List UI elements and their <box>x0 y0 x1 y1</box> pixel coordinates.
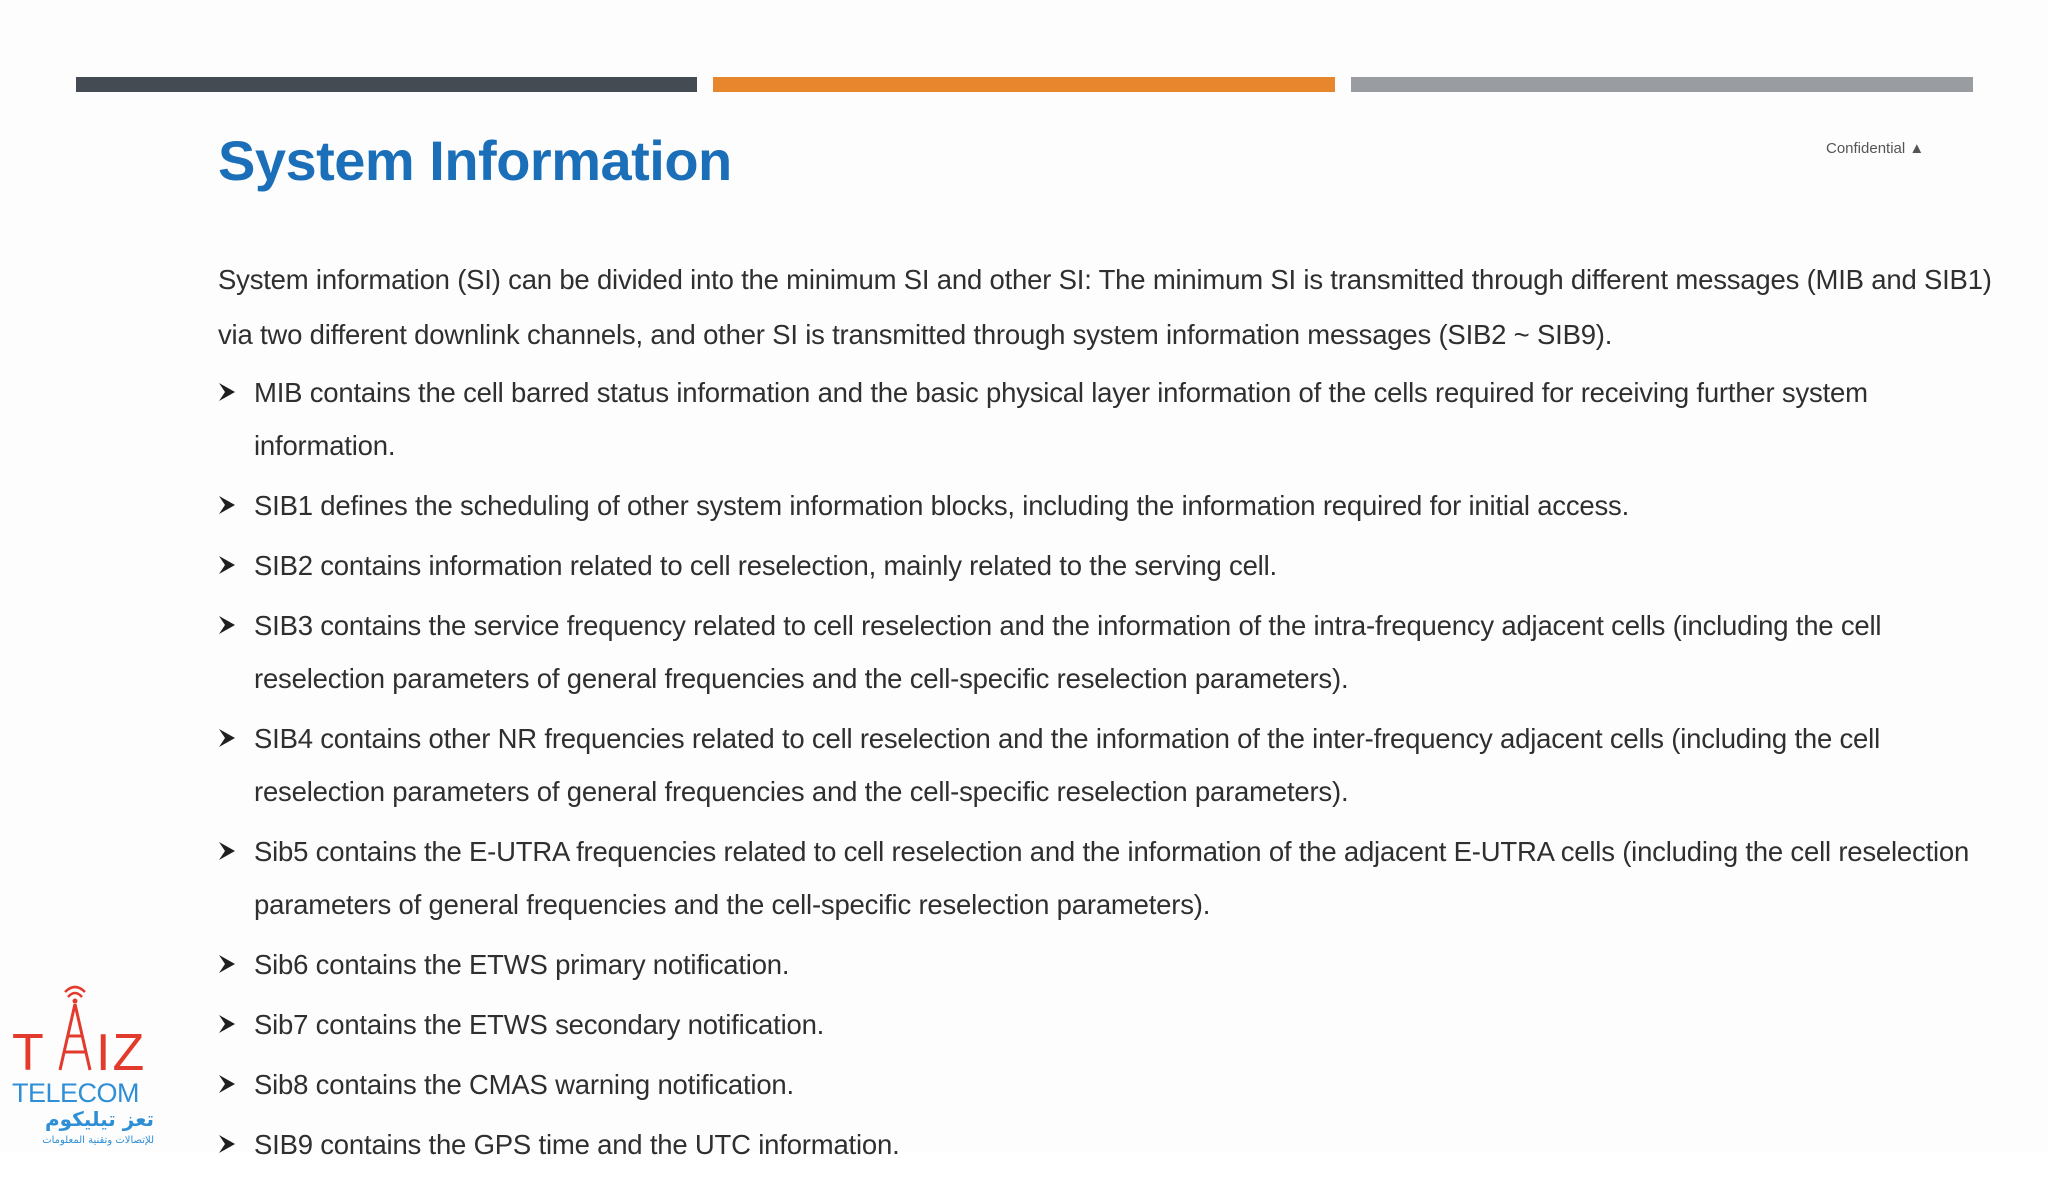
bullet-item <box>218 539 1998 592</box>
svg-text:للإتصالات وتقنية المعلومات: للإتصالات وتقنية المعلومات <box>42 1135 154 1146</box>
bullet-text: SIB2 contains information related to cell reselection, mainly related to the serving cell. <box>254 550 1277 581</box>
bullet-text: Sib6 contains the ETWS primary notification. <box>254 949 790 980</box>
bullet-item <box>218 1118 1998 1171</box>
arrow-bullet-icon <box>218 539 240 592</box>
bullet-item <box>218 1058 1998 1111</box>
bullet-text: SIB3 contains the service frequency related to cell reselection and the information of the intra-frequency adjacent cells (including the cell reselection parameters of general frequencies and the cell-specific reselection parameters). <box>254 610 1882 694</box>
bullet-text: SIB9 contains the GPS time and the UTC information. <box>254 1129 900 1160</box>
arrow-bullet-icon <box>218 712 240 765</box>
taiz-telecom-logo <box>8 980 158 1150</box>
arrow-bullet-icon <box>218 825 240 878</box>
bullet-item <box>218 479 1998 532</box>
confidential-label: Confidential ▲ <box>1826 140 1925 157</box>
svg-text:IZ: IZ <box>96 1024 147 1082</box>
arrow-bullet-icon <box>218 998 240 1051</box>
arrow-bullet-icon <box>218 1118 240 1171</box>
svg-text:تعز تيليكوم: تعز تيليكوم <box>44 1107 154 1131</box>
bullet-item <box>218 712 1998 818</box>
bullet-text: SIB4 contains other NR frequencies related to cell reselection and the information of the inter-frequency adjacent cells (including the cell reselection parameters of general frequencies and the cell-specific reselection parameters). <box>254 723 1880 807</box>
slide-content <box>218 252 1998 1178</box>
bullet-item <box>218 599 1998 705</box>
intro-paragraph: System information (SI) can be divided into the minimum SI and other SI: The minimum SI is transmitted through different messages (MIB and SIB1) via two different downlink channels, and other SI is transmitted through system information messages (SIB2 ~ SIB9). <box>218 264 1992 350</box>
bullet-list <box>218 366 1998 1171</box>
decor-bar-gray <box>1351 77 1973 92</box>
arrow-bullet-icon <box>218 938 240 991</box>
slide-title: System Information <box>218 129 732 192</box>
decor-bar-dark <box>76 77 697 92</box>
bullet-text: SIB1 defines the scheduling of other system information blocks, including the information required for initial access. <box>254 490 1630 521</box>
arrow-bullet-icon <box>218 599 240 652</box>
bullet-item <box>218 938 1998 991</box>
bullet-text: MIB contains the cell barred status information and the basic physical layer information of the cells required for receiving further system information. <box>254 377 1868 461</box>
taiz-telecom-logo-graphic <box>8 980 158 1150</box>
bullet-item <box>218 366 1998 472</box>
arrow-bullet-icon <box>218 366 240 419</box>
bullet-text: Sib5 contains the E-UTRA frequencies related to cell reselection and the information of the adjacent E-UTRA cells (including the cell reselection parameters of general frequencies and the cell-specific reselection parameters). <box>254 836 1970 920</box>
bullet-text: Sib7 contains the ETWS secondary notification. <box>254 1009 825 1040</box>
svg-text:T: T <box>12 1024 46 1082</box>
bullet-text: Sib8 contains the CMAS warning notification. <box>254 1069 794 1100</box>
bullet-item <box>218 998 1998 1051</box>
bullet-item <box>218 825 1998 931</box>
decor-bar-orange <box>713 77 1335 92</box>
arrow-bullet-icon <box>218 1058 240 1111</box>
svg-text:TELECOM: TELECOM <box>12 1078 140 1108</box>
arrow-bullet-icon <box>218 479 240 532</box>
